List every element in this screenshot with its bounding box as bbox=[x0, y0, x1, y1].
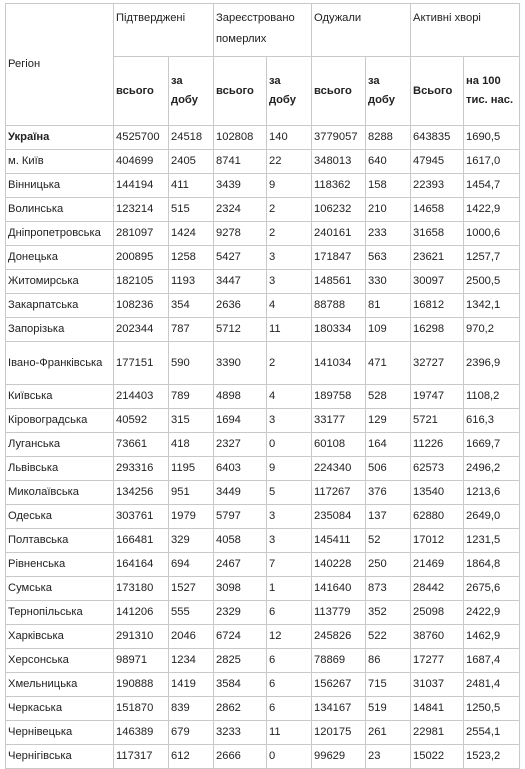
cell-r-total: 245826 bbox=[312, 625, 366, 649]
cell-d-day: 9 bbox=[267, 457, 312, 481]
cell-r-day: 522 bbox=[366, 625, 411, 649]
cell-r-day: 23 bbox=[366, 745, 411, 769]
cell-a-100k: 2396,9 bbox=[464, 342, 520, 385]
deaths-header: Зареєстровано померлих bbox=[214, 4, 312, 57]
cell-d-day: 4 bbox=[267, 294, 312, 318]
table-row bbox=[6, 409, 520, 433]
cell-d-total: 1694 bbox=[214, 409, 267, 433]
recovered-total-header: всього bbox=[312, 57, 366, 126]
cell-r-total: 134167 bbox=[312, 697, 366, 721]
table-row bbox=[6, 150, 520, 174]
cell-c-total: 98971 bbox=[114, 649, 169, 673]
region-name: Вінницька bbox=[6, 174, 114, 198]
cell-a-total: 32727 bbox=[411, 342, 464, 385]
cell-r-total: 60108 bbox=[312, 433, 366, 457]
table-row bbox=[6, 649, 520, 673]
cell-a-total: 38760 bbox=[411, 625, 464, 649]
cell-a-100k: 1257,7 bbox=[464, 246, 520, 270]
cell-a-total: 23621 bbox=[411, 246, 464, 270]
cell-r-total: 189758 bbox=[312, 385, 366, 409]
cell-d-day: 22 bbox=[267, 150, 312, 174]
cell-r-total: 117267 bbox=[312, 481, 366, 505]
region-name: м. Київ bbox=[6, 150, 114, 174]
cell-r-total: 240161 bbox=[312, 222, 366, 246]
cell-a-total: 16812 bbox=[411, 294, 464, 318]
cell-c-day: 1258 bbox=[169, 246, 214, 270]
cell-c-day: 24518 bbox=[169, 126, 214, 150]
cell-c-total: 404699 bbox=[114, 150, 169, 174]
cell-d-total: 2324 bbox=[214, 198, 267, 222]
table-row bbox=[6, 601, 520, 625]
cell-r-total: 140228 bbox=[312, 553, 366, 577]
region-name: Миколаївська bbox=[6, 481, 114, 505]
cell-a-total: 14658 bbox=[411, 198, 464, 222]
cell-r-total: 106232 bbox=[312, 198, 366, 222]
cell-r-day: 715 bbox=[366, 673, 411, 697]
cell-c-day: 354 bbox=[169, 294, 214, 318]
region-name: Тернопільська bbox=[6, 601, 114, 625]
cell-c-day: 418 bbox=[169, 433, 214, 457]
region-name: Полтавська bbox=[6, 529, 114, 553]
cell-a-total: 22981 bbox=[411, 721, 464, 745]
cell-d-total: 6403 bbox=[214, 457, 267, 481]
header-row-groups bbox=[6, 4, 520, 57]
cell-a-100k: 2675,6 bbox=[464, 577, 520, 601]
cell-r-total: 171847 bbox=[312, 246, 366, 270]
cell-d-day: 3 bbox=[267, 246, 312, 270]
region-name: Донецька bbox=[6, 246, 114, 270]
cell-c-day: 679 bbox=[169, 721, 214, 745]
cell-r-day: 109 bbox=[366, 318, 411, 342]
cell-r-day: 352 bbox=[366, 601, 411, 625]
cell-a-total: 17277 bbox=[411, 649, 464, 673]
cell-d-day: 3 bbox=[267, 409, 312, 433]
region-name: Закарпатська bbox=[6, 294, 114, 318]
table-row bbox=[6, 481, 520, 505]
cell-a-100k: 1108,2 bbox=[464, 385, 520, 409]
cell-a-total: 643835 bbox=[411, 126, 464, 150]
cell-a-100k: 2496,2 bbox=[464, 457, 520, 481]
cell-c-total: 73661 bbox=[114, 433, 169, 457]
cell-a-100k: 2481,4 bbox=[464, 673, 520, 697]
region-name: Чернігівська bbox=[6, 745, 114, 769]
deaths-per-day-header: за добу bbox=[267, 57, 312, 126]
cell-d-total: 3449 bbox=[214, 481, 267, 505]
table-row bbox=[6, 697, 520, 721]
cell-d-total: 2327 bbox=[214, 433, 267, 457]
cell-d-day: 6 bbox=[267, 673, 312, 697]
cell-d-day: 4 bbox=[267, 385, 312, 409]
cell-a-100k: 1864,8 bbox=[464, 553, 520, 577]
cell-d-total: 5712 bbox=[214, 318, 267, 342]
cell-c-day: 1195 bbox=[169, 457, 214, 481]
cell-r-total: 145411 bbox=[312, 529, 366, 553]
cell-a-total: 17012 bbox=[411, 529, 464, 553]
cell-r-day: 519 bbox=[366, 697, 411, 721]
region-name: Житомирська bbox=[6, 270, 114, 294]
cell-d-total: 9278 bbox=[214, 222, 267, 246]
cell-r-total: 33177 bbox=[312, 409, 366, 433]
cell-d-day: 7 bbox=[267, 553, 312, 577]
cell-r-day: 528 bbox=[366, 385, 411, 409]
cell-d-day: 2 bbox=[267, 198, 312, 222]
cell-d-day: 2 bbox=[267, 222, 312, 246]
region-name: Івано-Франківська bbox=[6, 342, 114, 385]
cell-r-total: 148561 bbox=[312, 270, 366, 294]
cell-r-total: 78869 bbox=[312, 649, 366, 673]
covid-stats-table-wrapper bbox=[5, 3, 520, 769]
cell-c-day: 1979 bbox=[169, 505, 214, 529]
cell-c-day: 515 bbox=[169, 198, 214, 222]
cell-r-day: 164 bbox=[366, 433, 411, 457]
cell-a-total: 62880 bbox=[411, 505, 464, 529]
cell-c-total: 190888 bbox=[114, 673, 169, 697]
cell-a-100k: 1342,1 bbox=[464, 294, 520, 318]
cell-a-100k: 1462,9 bbox=[464, 625, 520, 649]
cell-c-total: 141206 bbox=[114, 601, 169, 625]
cell-d-total: 2862 bbox=[214, 697, 267, 721]
cell-d-total: 3390 bbox=[214, 342, 267, 385]
region-name: Сумська bbox=[6, 577, 114, 601]
cell-d-total: 3098 bbox=[214, 577, 267, 601]
cell-r-day: 137 bbox=[366, 505, 411, 529]
cell-r-day: 210 bbox=[366, 198, 411, 222]
cell-c-total: 293316 bbox=[114, 457, 169, 481]
cell-c-total: 200895 bbox=[114, 246, 169, 270]
cell-d-total: 2329 bbox=[214, 601, 267, 625]
table-row bbox=[6, 222, 520, 246]
cell-a-100k: 1231,5 bbox=[464, 529, 520, 553]
region-name: Черкаська bbox=[6, 697, 114, 721]
cell-c-total: 146389 bbox=[114, 721, 169, 745]
cell-d-total: 2666 bbox=[214, 745, 267, 769]
cell-d-total: 8741 bbox=[214, 150, 267, 174]
cell-d-day: 0 bbox=[267, 433, 312, 457]
cell-r-day: 250 bbox=[366, 553, 411, 577]
cell-r-day: 330 bbox=[366, 270, 411, 294]
cell-c-day: 839 bbox=[169, 697, 214, 721]
table-row bbox=[6, 673, 520, 697]
cell-r-day: 52 bbox=[366, 529, 411, 553]
cell-c-day: 1419 bbox=[169, 673, 214, 697]
cell-a-100k: 1000,6 bbox=[464, 222, 520, 246]
cell-c-total: 164164 bbox=[114, 553, 169, 577]
table-row bbox=[6, 721, 520, 745]
cell-r-total: 141034 bbox=[312, 342, 366, 385]
table-row bbox=[6, 385, 520, 409]
cell-a-100k: 1687,4 bbox=[464, 649, 520, 673]
region-name: Одеська bbox=[6, 505, 114, 529]
cell-d-total: 3447 bbox=[214, 270, 267, 294]
cell-r-total: 180334 bbox=[312, 318, 366, 342]
cell-d-day: 3 bbox=[267, 529, 312, 553]
cell-a-100k: 1523,2 bbox=[464, 745, 520, 769]
table-row bbox=[6, 318, 520, 342]
cell-d-total: 4058 bbox=[214, 529, 267, 553]
cell-a-100k: 1422,9 bbox=[464, 198, 520, 222]
table-row bbox=[6, 433, 520, 457]
cell-c-day: 1527 bbox=[169, 577, 214, 601]
cell-c-day: 590 bbox=[169, 342, 214, 385]
cell-c-total: 173180 bbox=[114, 577, 169, 601]
cell-d-total: 2636 bbox=[214, 294, 267, 318]
table-row bbox=[6, 246, 520, 270]
cell-c-day: 329 bbox=[169, 529, 214, 553]
cell-c-total: 182105 bbox=[114, 270, 169, 294]
cell-c-day: 2405 bbox=[169, 150, 214, 174]
cell-a-100k: 2422,9 bbox=[464, 601, 520, 625]
cell-d-day: 6 bbox=[267, 649, 312, 673]
confirmed-header: Підтверджені bbox=[114, 4, 214, 57]
cell-r-day: 873 bbox=[366, 577, 411, 601]
cell-c-day: 612 bbox=[169, 745, 214, 769]
cell-r-total: 141640 bbox=[312, 577, 366, 601]
cell-a-100k: 1454,7 bbox=[464, 174, 520, 198]
cell-a-100k: 2554,1 bbox=[464, 721, 520, 745]
table-row bbox=[6, 577, 520, 601]
cell-a-100k: 2649,0 bbox=[464, 505, 520, 529]
cell-r-total: 118362 bbox=[312, 174, 366, 198]
cell-r-day: 471 bbox=[366, 342, 411, 385]
cell-d-total: 5427 bbox=[214, 246, 267, 270]
cell-a-total: 16298 bbox=[411, 318, 464, 342]
cell-a-total: 15022 bbox=[411, 745, 464, 769]
active-per-100k-header: на 100 тис. нас. bbox=[464, 57, 520, 126]
region-name: Кіровоградська bbox=[6, 409, 114, 433]
cell-c-day: 315 bbox=[169, 409, 214, 433]
cell-c-total: 303761 bbox=[114, 505, 169, 529]
cell-d-total: 3233 bbox=[214, 721, 267, 745]
cell-a-total: 25098 bbox=[411, 601, 464, 625]
cell-d-day: 6 bbox=[267, 697, 312, 721]
active-total-header: Всього bbox=[411, 57, 464, 126]
cell-a-total: 22393 bbox=[411, 174, 464, 198]
cell-d-day: 11 bbox=[267, 318, 312, 342]
cell-c-day: 2046 bbox=[169, 625, 214, 649]
cell-a-100k: 616,3 bbox=[464, 409, 520, 433]
cell-a-total: 19747 bbox=[411, 385, 464, 409]
cell-a-total: 31658 bbox=[411, 222, 464, 246]
cell-d-day: 2 bbox=[267, 342, 312, 385]
cell-r-day: 506 bbox=[366, 457, 411, 481]
cell-c-total: 4525700 bbox=[114, 126, 169, 150]
region-name: Львівська bbox=[6, 457, 114, 481]
cell-r-day: 129 bbox=[366, 409, 411, 433]
cell-a-100k: 1669,7 bbox=[464, 433, 520, 457]
table-row bbox=[6, 625, 520, 649]
cell-c-day: 411 bbox=[169, 174, 214, 198]
confirmed-total-header: всього bbox=[114, 57, 169, 126]
cell-r-day: 8288 bbox=[366, 126, 411, 150]
cell-c-day: 1424 bbox=[169, 222, 214, 246]
cell-r-total: 120175 bbox=[312, 721, 366, 745]
cell-c-total: 108236 bbox=[114, 294, 169, 318]
cell-a-total: 5721 bbox=[411, 409, 464, 433]
cell-a-total: 21469 bbox=[411, 553, 464, 577]
cell-c-total: 134256 bbox=[114, 481, 169, 505]
cell-d-total: 2467 bbox=[214, 553, 267, 577]
region-name: Херсонська bbox=[6, 649, 114, 673]
cell-c-total: 291310 bbox=[114, 625, 169, 649]
cell-c-total: 117317 bbox=[114, 745, 169, 769]
cell-a-100k: 1213,6 bbox=[464, 481, 520, 505]
cell-d-day: 1 bbox=[267, 577, 312, 601]
cell-r-total: 113779 bbox=[312, 601, 366, 625]
cell-c-total: 281097 bbox=[114, 222, 169, 246]
cell-a-total: 14841 bbox=[411, 697, 464, 721]
covid-stats-table bbox=[5, 3, 520, 769]
cell-r-day: 640 bbox=[366, 150, 411, 174]
recovered-header: Одужали bbox=[312, 4, 411, 57]
cell-r-total: 224340 bbox=[312, 457, 366, 481]
table-body bbox=[6, 126, 520, 769]
cell-c-total: 144194 bbox=[114, 174, 169, 198]
region-name: Київська bbox=[6, 385, 114, 409]
cell-c-day: 1234 bbox=[169, 649, 214, 673]
cell-d-total: 2825 bbox=[214, 649, 267, 673]
cell-a-100k: 1250,5 bbox=[464, 697, 520, 721]
table-row bbox=[6, 342, 520, 385]
cell-r-day: 81 bbox=[366, 294, 411, 318]
region-name: Волинська bbox=[6, 198, 114, 222]
cell-d-day: 9 bbox=[267, 174, 312, 198]
cell-r-total: 156267 bbox=[312, 673, 366, 697]
region-name: Харківська bbox=[6, 625, 114, 649]
cell-a-total: 31037 bbox=[411, 673, 464, 697]
table-row bbox=[6, 270, 520, 294]
cell-a-total: 13540 bbox=[411, 481, 464, 505]
cell-d-total: 4898 bbox=[214, 385, 267, 409]
table-row bbox=[6, 198, 520, 222]
table-row bbox=[6, 126, 520, 150]
cell-r-total: 235084 bbox=[312, 505, 366, 529]
deaths-total-header: всього bbox=[214, 57, 267, 126]
cell-r-total: 99629 bbox=[312, 745, 366, 769]
cell-c-day: 789 bbox=[169, 385, 214, 409]
region-header: Регіон bbox=[6, 4, 114, 126]
cell-c-total: 40592 bbox=[114, 409, 169, 433]
cell-c-day: 555 bbox=[169, 601, 214, 625]
cell-a-total: 28442 bbox=[411, 577, 464, 601]
recovered-per-day-header: за добу bbox=[366, 57, 411, 126]
cell-d-total: 3439 bbox=[214, 174, 267, 198]
region-name: Запорізька bbox=[6, 318, 114, 342]
region-name: Луганська bbox=[6, 433, 114, 457]
cell-a-total: 11226 bbox=[411, 433, 464, 457]
region-name: Чернівецька bbox=[6, 721, 114, 745]
region-name: Хмельницька bbox=[6, 673, 114, 697]
cell-a-100k: 1617,0 bbox=[464, 150, 520, 174]
cell-c-total: 202344 bbox=[114, 318, 169, 342]
cell-d-day: 3 bbox=[267, 270, 312, 294]
cell-r-day: 233 bbox=[366, 222, 411, 246]
table-row bbox=[6, 529, 520, 553]
table-row bbox=[6, 745, 520, 769]
region-name: Україна bbox=[6, 126, 114, 150]
cell-d-total: 5797 bbox=[214, 505, 267, 529]
region-name: Рівненська bbox=[6, 553, 114, 577]
table-row bbox=[6, 457, 520, 481]
cell-r-day: 86 bbox=[366, 649, 411, 673]
region-name: Дніпропетровська bbox=[6, 222, 114, 246]
cell-a-total: 30097 bbox=[411, 270, 464, 294]
cell-a-total: 62573 bbox=[411, 457, 464, 481]
confirmed-per-day-header: за добу bbox=[169, 57, 214, 126]
table-row bbox=[6, 505, 520, 529]
cell-d-day: 140 bbox=[267, 126, 312, 150]
cell-r-total: 348013 bbox=[312, 150, 366, 174]
cell-r-day: 376 bbox=[366, 481, 411, 505]
cell-r-total: 3779057 bbox=[312, 126, 366, 150]
cell-d-day: 6 bbox=[267, 601, 312, 625]
cell-d-day: 5 bbox=[267, 481, 312, 505]
cell-c-total: 214403 bbox=[114, 385, 169, 409]
table-row bbox=[6, 553, 520, 577]
cell-c-day: 694 bbox=[169, 553, 214, 577]
cell-c-total: 166481 bbox=[114, 529, 169, 553]
cell-r-total: 88788 bbox=[312, 294, 366, 318]
cell-r-day: 563 bbox=[366, 246, 411, 270]
active-header: Активні хворі bbox=[411, 4, 520, 57]
cell-d-total: 6724 bbox=[214, 625, 267, 649]
cell-c-total: 151870 bbox=[114, 697, 169, 721]
cell-c-day: 1193 bbox=[169, 270, 214, 294]
cell-d-day: 12 bbox=[267, 625, 312, 649]
cell-a-100k: 970,2 bbox=[464, 318, 520, 342]
cell-d-total: 3584 bbox=[214, 673, 267, 697]
table-row bbox=[6, 294, 520, 318]
cell-a-100k: 1690,5 bbox=[464, 126, 520, 150]
cell-c-day: 951 bbox=[169, 481, 214, 505]
cell-r-day: 158 bbox=[366, 174, 411, 198]
cell-c-total: 177151 bbox=[114, 342, 169, 385]
cell-c-day: 787 bbox=[169, 318, 214, 342]
cell-a-total: 47945 bbox=[411, 150, 464, 174]
cell-c-total: 123214 bbox=[114, 198, 169, 222]
cell-d-day: 11 bbox=[267, 721, 312, 745]
cell-d-day: 3 bbox=[267, 505, 312, 529]
cell-d-day: 0 bbox=[267, 745, 312, 769]
cell-d-total: 102808 bbox=[214, 126, 267, 150]
cell-a-100k: 2500,5 bbox=[464, 270, 520, 294]
cell-r-day: 261 bbox=[366, 721, 411, 745]
table-row bbox=[6, 174, 520, 198]
